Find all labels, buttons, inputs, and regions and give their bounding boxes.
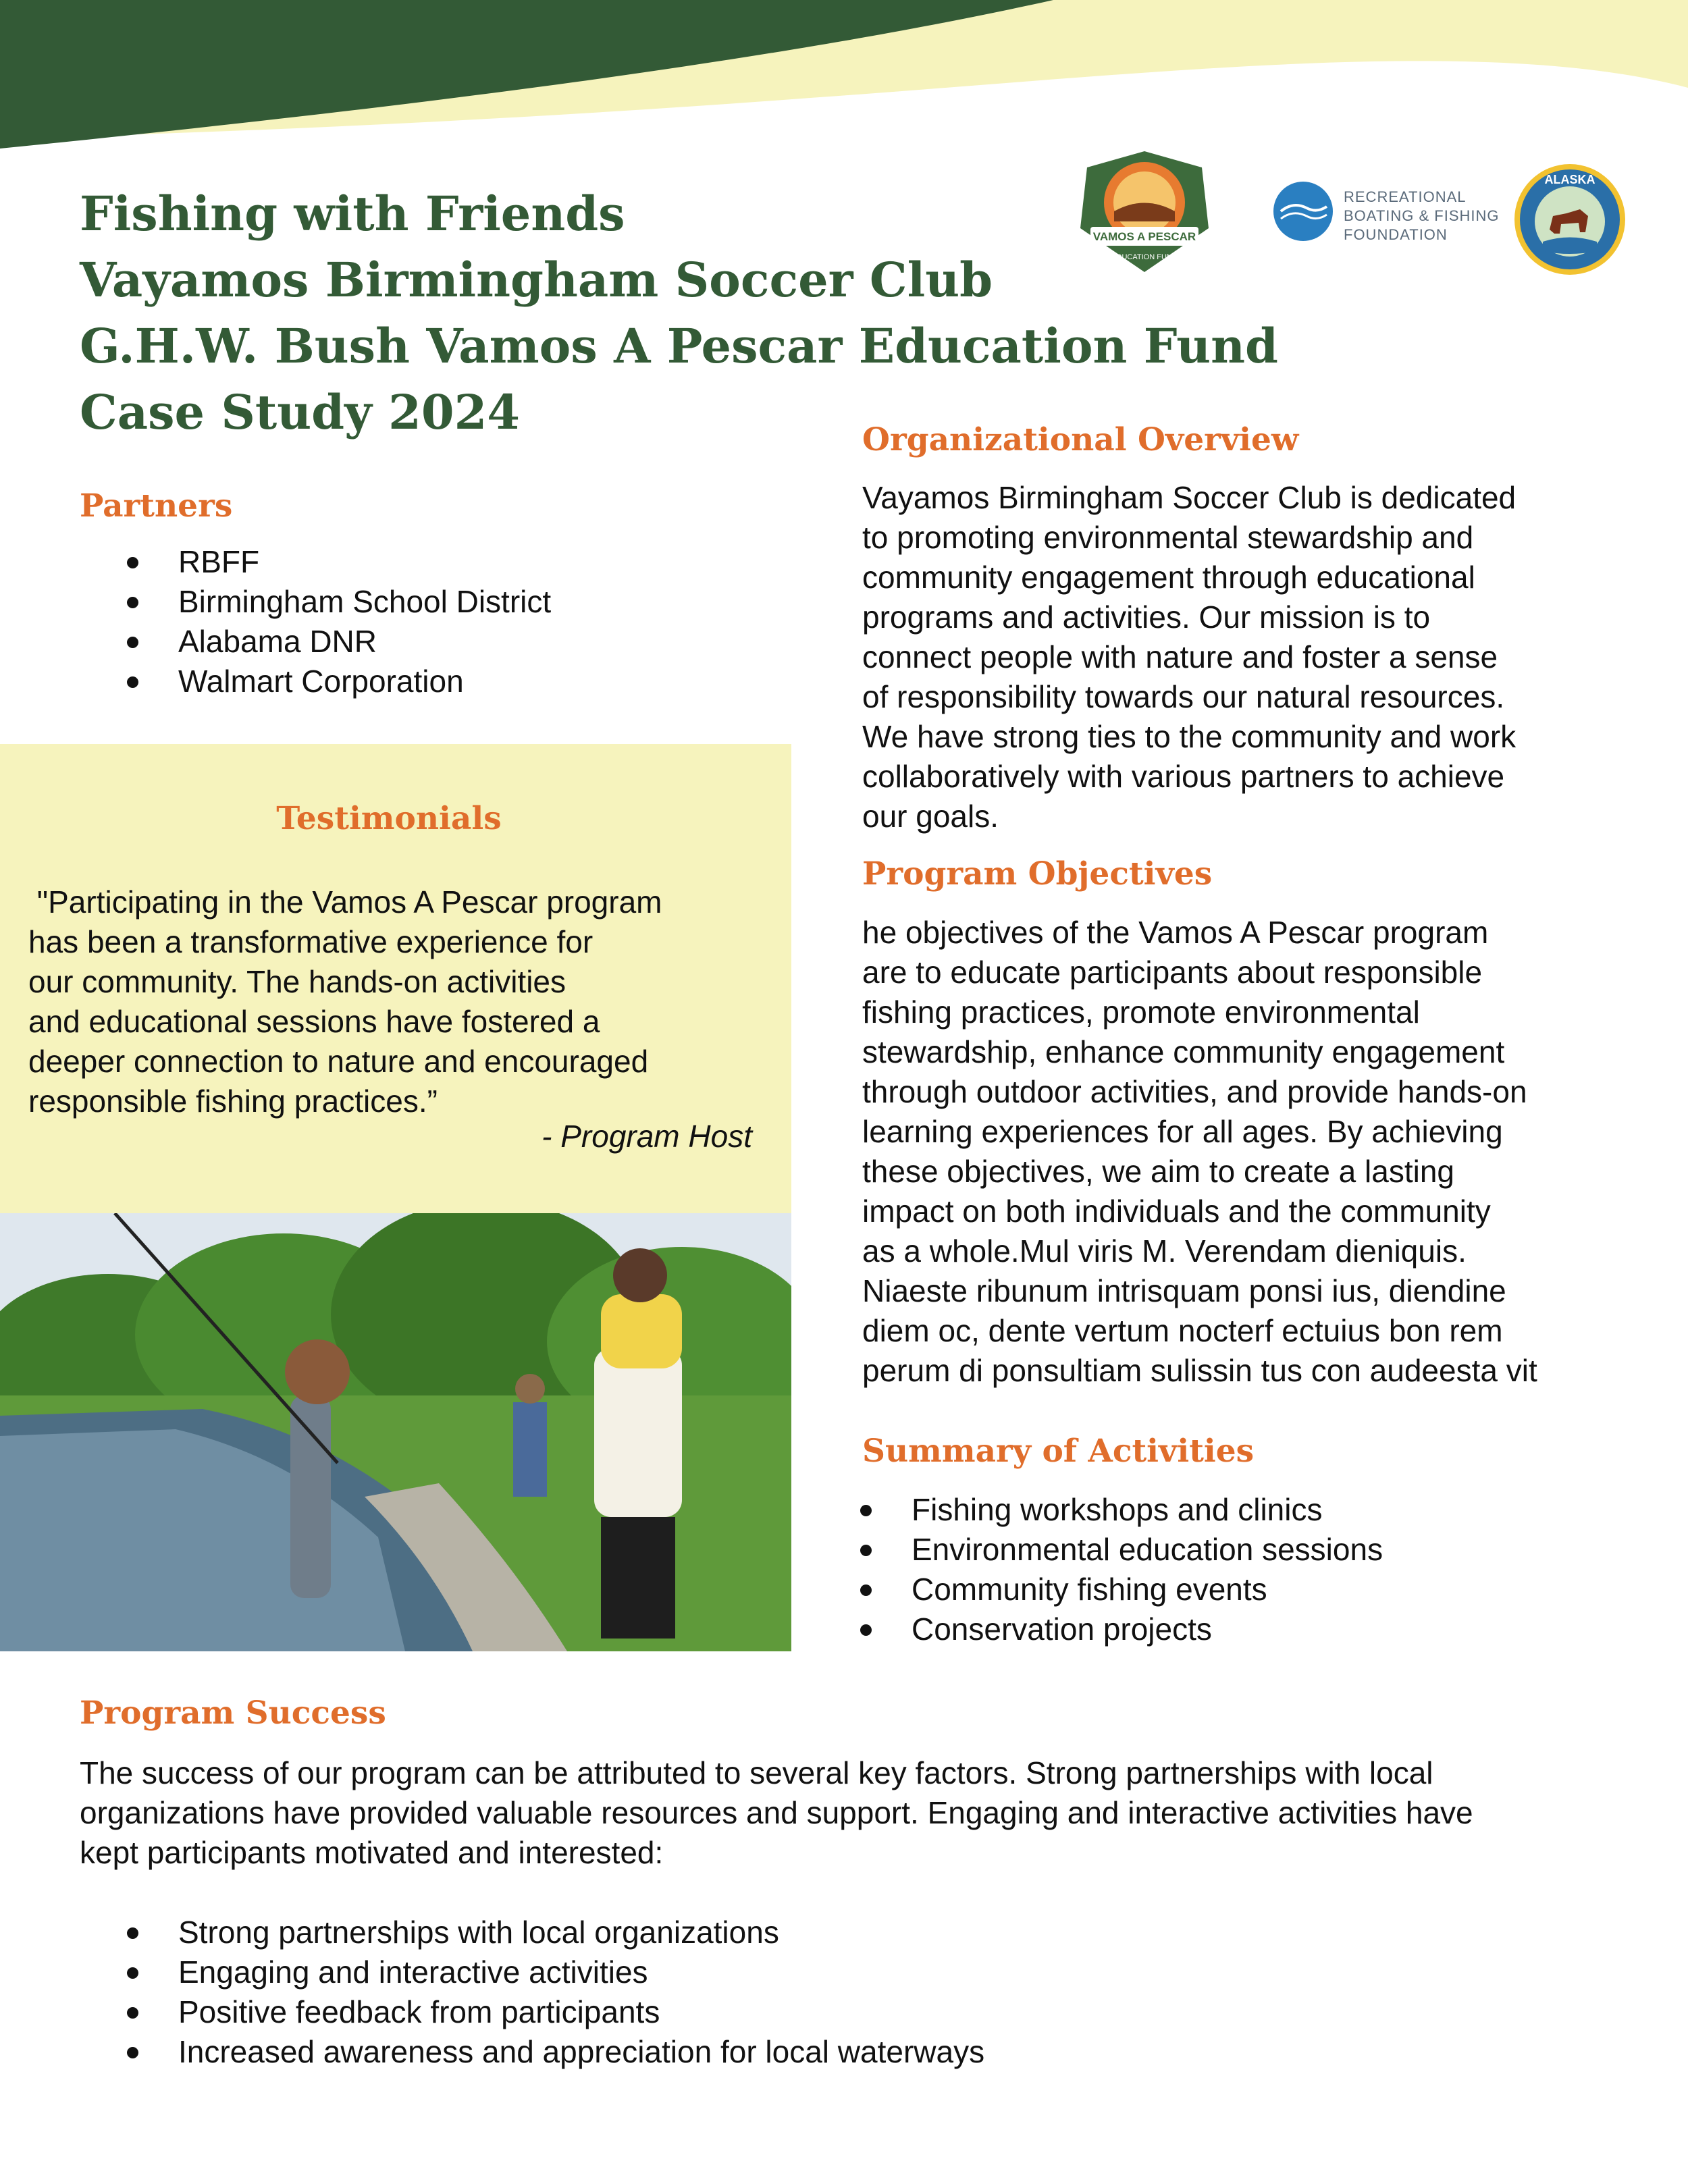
text-line: Niaeste ribunum intrisquam ponsi ius, diendine (862, 1273, 1506, 1308)
list-item (912, 1490, 1383, 1530)
success-item: Positive feedback from participants (178, 1994, 660, 2029)
text-line: perum di ponsultiam sulissin tus con audeesta vit (862, 1353, 1537, 1388)
list-item (912, 1530, 1383, 1570)
partner-alabama-dnr: Alabama DNR (178, 624, 377, 659)
text-line: as a whole.Mul viris M. Verendam dieniquis. (862, 1233, 1467, 1269)
text-line: through outdoor activities, and provide hands-on (862, 1074, 1527, 1109)
alaska-logo-text: ALASKA (1544, 173, 1595, 186)
text-line: of responsibility towards our natural resources. (862, 679, 1505, 714)
partner-school-district: Birmingham School District (178, 584, 552, 619)
text-line: Vayamos Birmingham Soccer Club is dedicated (862, 480, 1516, 515)
activity-item: Environmental education sessions (912, 1532, 1383, 1567)
org-overview-text (862, 478, 1639, 836)
list-item (912, 1570, 1383, 1609)
partner-rbff: RBFF (178, 544, 260, 579)
list-item (178, 1913, 984, 1952)
list-item (178, 1952, 984, 1992)
text-line: our goals. (862, 799, 999, 834)
alaska-fish-and-game-logo (1512, 162, 1627, 277)
activity-item: Fishing workshops and clinics (912, 1492, 1323, 1527)
rbff-line-3: FOUNDATION (1344, 226, 1448, 243)
header-wave (0, 0, 1688, 162)
text-line: learning experiences for all ages. By achieving (862, 1114, 1503, 1149)
partner-walmart: Walmart Corporation (178, 664, 464, 699)
testimonials-heading: Testimonials (276, 800, 502, 837)
text-line: are to educate participants about responsible (862, 955, 1483, 990)
partners-list (178, 542, 551, 701)
activities-list (912, 1490, 1383, 1649)
testimonial-author: - Program Host (542, 1119, 752, 1154)
vamos-logo-text: VAMOS A PESCAR (1092, 230, 1196, 243)
text-line: kept participants motivated and interested: (80, 1835, 664, 1870)
text-line: to promoting environmental stewardship and (862, 520, 1474, 555)
text-line: collaboratively with various partners to achieve (862, 759, 1505, 794)
rbff-logo-text (1344, 188, 1506, 244)
quote-line: "Participating in the Vamos A Pescar program (28, 884, 662, 920)
list-item (178, 582, 551, 622)
program-objectives-text (862, 913, 1639, 1391)
text-line: impact on both individuals and the community (862, 1194, 1491, 1229)
text-line: these objectives, we aim to create a lasting (862, 1154, 1455, 1189)
list-item (912, 1609, 1383, 1649)
fishing-photo (0, 1213, 791, 1651)
text-line: stewardship, enhance community engagement (862, 1034, 1505, 1069)
quote-line: deeper connection to nature and encouraged (28, 1044, 649, 1079)
quote-line: and educational sessions have fostered a (28, 1004, 600, 1039)
title-line-1: Fishing with Friends (80, 186, 625, 242)
rbff-logo (1266, 174, 1340, 248)
text-line: he objectives of the Vamos A Pescar program (862, 915, 1489, 950)
activity-item: Conservation projects (912, 1612, 1212, 1647)
vamos-logo-subtext: EDUCATION FUND (1111, 253, 1178, 261)
list-item (178, 2032, 984, 2072)
text-line: We have strong ties to the community and work (862, 719, 1516, 754)
text-line: diem oc, dente vertum nocterf ectuius bon rem (862, 1313, 1503, 1348)
activity-item: Community fishing events (912, 1572, 1267, 1607)
success-factors-list (178, 1913, 984, 2072)
title-line-3: G.H.W. Bush Vamos A Pescar Education Fund (80, 318, 1278, 374)
title-line-4: Case Study 2024 (80, 384, 520, 440)
quote-line: responsible fishing practices.” (28, 1084, 438, 1119)
text-line: community engagement through educational (862, 560, 1475, 595)
text-line: The success of our program can be attributed to several key factors. Strong partnerships with local (80, 1755, 1433, 1790)
summary-activities-heading: Summary of Activities (862, 1433, 1255, 1470)
quote-line: our community. The hands-on activities (28, 964, 566, 999)
text-line: fishing practices, promote environmental (862, 994, 1420, 1030)
title-line-2: Vayamos Birmingham Soccer Club (80, 252, 993, 308)
text-line: connect people with nature and foster a sense (862, 639, 1498, 674)
list-item (178, 542, 551, 582)
program-success-text (80, 1753, 1653, 1873)
partner-logos (1074, 147, 1634, 282)
success-item: Strong partnerships with local organizations (178, 1915, 779, 1950)
list-item (178, 662, 551, 701)
rbff-line-2: BOATING & FISHING (1344, 207, 1500, 224)
text-line: programs and activities. Our mission is to (862, 600, 1431, 635)
program-objectives-heading: Program Objectives (862, 855, 1213, 893)
program-success-heading: Program Success (80, 1695, 386, 1732)
success-item: Increased awareness and appreciation for local waterways (178, 2034, 985, 2069)
list-item (178, 622, 551, 662)
list-item (178, 1992, 984, 2032)
quote-line: has been a transformative experience for (28, 924, 594, 959)
success-item: Engaging and interactive activities (178, 1954, 648, 1990)
text-line: organizations have provided valuable resources and support. Engaging and interactive activities have (80, 1795, 1473, 1830)
vamos-a-pescar-logo (1074, 147, 1215, 275)
rbff-line-1: RECREATIONAL (1344, 188, 1467, 205)
testimonial-quote (28, 882, 778, 1121)
partners-heading: Partners (80, 487, 233, 525)
org-overview-heading: Organizational Overview (862, 421, 1299, 458)
